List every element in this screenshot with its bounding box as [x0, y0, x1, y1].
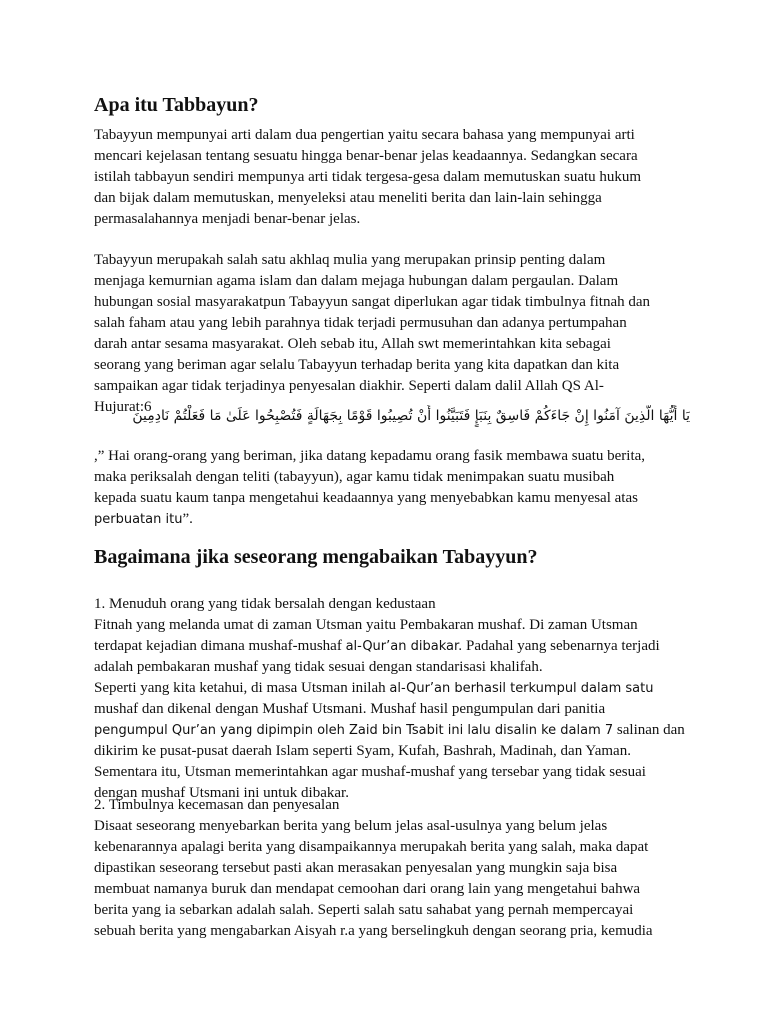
paragraph-importance: Tabayyun merupakah salah satu akhlaq mulia yang merupakan prinsip penting dalam menjaga kemurnian agama islam dan dalam mejaga hubungan dalam pergaulan. Dalam hubungan sosial masyarakatpun Tabayyun sangat diperlukan agar tidak timbulnya fitnah dan salah faham atau yang lebih parahnya tidak terjadi permusuhan dan adanya pertumpahan darah antar sesama masyarakat. Oleh sebab itu, Allah swt memerintahkan kita sebagai seorang yang beriman agar selalu Tabayyun terhadap berita yang kita dapatkan dan kita sampaikan agar tidak terjadinya penyesalan diakhir. Seperti dalam dalil Allah QS Al- Hujurat:6	[94, 252, 651, 415]
paragraph-translation	[94, 446, 694, 530]
translation-end: ”.	[182, 511, 193, 527]
point-1-text-c: Padahal yang sebenarnya terjadi adalah pembakaran mushaf yang tidak sesuai dengan standarisasi khalifah. Seperti yang kita ketahui, di masa Utsman inilah	[94, 638, 660, 696]
arabic-verse: يَا أَيُّهَا الَّذِينَ آمَنُوا إِنْ جَاءَكُمْ فَاسِقٌ بِنَبَإٍ فَتَبَيَّنُوا أَنْ تُصِيبُوا قَوْمًا بِجَهَالَةٍ فَتُصْبِحُوا عَلَىٰ مَا فَعَلْتُمْ نَادِمِينَ	[132, 408, 690, 424]
heading-apa-itu-tabayyun: Apa itu Tabbayun?	[94, 94, 259, 116]
paragraph-definition: Tabayyun mempunyai arti dalam dua pengertian yaitu secara bahasa yang mempunyai arti mencari kejelasan tentang sesuatu hingga benar-benar jelas keadaannya. Sedangkan secara istilah tabbayun sendiri mempunya arti tidak tergesa-gesa dalam memutuskan suatu hukum dan bijak dalam memutuskan, menyeleksi atau meneliti berita dan lain-lain sehingga permasalahannya menjadi benar-benar jelas.	[94, 127, 642, 227]
translation-text: ,” Hai orang-orang yang beriman, jika datang kepadamu orang fasik membawa suatu berita, maka periksalah dengan teliti (tabayyun), agar kamu tidak menimpakan suatu musibah kepada suatu kaum tanpa mengetahui keadaannya yang menyebabkan kamu menyesal atas	[94, 448, 646, 506]
point-1-text-e: mushaf dan dikenal dengan Mushaf Utsmani. Mushaf hasil pengumpulan dari panitia	[94, 701, 606, 717]
point-1-text-b: al-Qur’an dibakar.	[345, 639, 463, 654]
heading-mengabaikan-tabayyun: Bagaimana jika seseorang mengabaikan Tabayyun?	[94, 546, 538, 568]
translation-text-sans: perbuatan itu	[94, 512, 183, 527]
list-item-point-2	[94, 795, 694, 942]
point-1-text-a: Fitnah yang melanda umat di zaman Utsman yaitu Pembakaran mushaf. Di zaman Utsman terdapat kejadian dimana mushaf-mushaf	[94, 617, 638, 654]
point-1-title: 1. Menuduh orang yang tidak bersalah dengan kedustaan	[94, 596, 436, 612]
point-2-text: Disaat seseorang menyebarkan berita yang belum jelas asal-usulnya yang belum jelas kebenarannya apalagi berita yang disampaikannya merupakah berita yang salah, maka dapat dipastikan seseorang tersebut pasti akan merasakan penyesalan yang mungkin saja bisa membuat namanya buruk dan mendapat cemoohan dari orang lain yang mengetahui bahwa berita yang ia sebarkan adalah salah. Seperti salah satu sahabat yang pernah mempercayai sebuah berita yang mengabarkan Aisyah r.a yang berselingkuh dengan seorang pria, kemudia	[94, 818, 653, 939]
point-1-text-g: salinan dan dikirim ke pusat-pusat daerah Islam seperti Syam, Kufah, Bashrah, Madinah, dan Yaman. Sementara itu, Utsman memerintahkan agar mushaf-mushaf yang tersebar yang tidak sesuai dengan mushaf Utsmani ini untuk dibakar.	[94, 722, 685, 801]
list-item-point-1	[94, 594, 694, 804]
point-1-text-d: al-Qur’an berhasil terkumpul dalam satu	[389, 681, 654, 696]
point-1-text-f: pengumpul Qur’an yang dipimpin oleh Zaid bin Tsabit ini lalu disalin ke dalam 7	[94, 723, 614, 738]
point-2-title: 2. Timbulnya kecemasan dan penyesalan	[94, 797, 340, 813]
